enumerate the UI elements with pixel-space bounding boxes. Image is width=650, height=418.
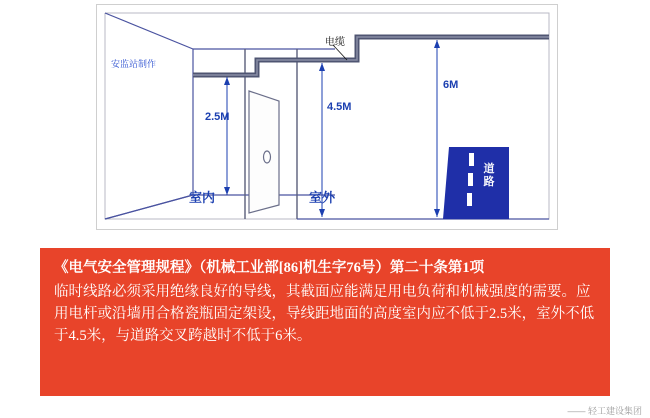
outdoor-label: 室外	[309, 190, 336, 205]
diagram-panel	[96, 4, 558, 230]
road-label: 道路	[483, 163, 495, 188]
caption-box	[40, 248, 610, 396]
dimension-road-label: 6M	[443, 79, 459, 91]
footer-credit: —— 轻工建设集团	[567, 406, 642, 416]
indoor-label: 室内	[189, 190, 216, 205]
cable-label: 电缆	[325, 37, 345, 48]
caption-body: 临时线路必须采用绝缘良好的导线，其截面应能满足用电负荷和机械强度的需要。应用电杆或沿墙用合格瓷瓶固定架设，导线距地面的高度室内应不低于2.5米，室外不低于4.5米，与道路交叉跨越时不低于6米。	[54, 284, 595, 344]
dimension-indoor-label: 2.5M	[205, 111, 230, 123]
caption-title: 《电气安全管理规程》（机械工业部[86]机生字76号）第二十条第1项	[54, 260, 485, 276]
watermark-label: 安监站制作	[111, 59, 157, 69]
dimension-outdoor-label: 4.5M	[327, 101, 352, 113]
